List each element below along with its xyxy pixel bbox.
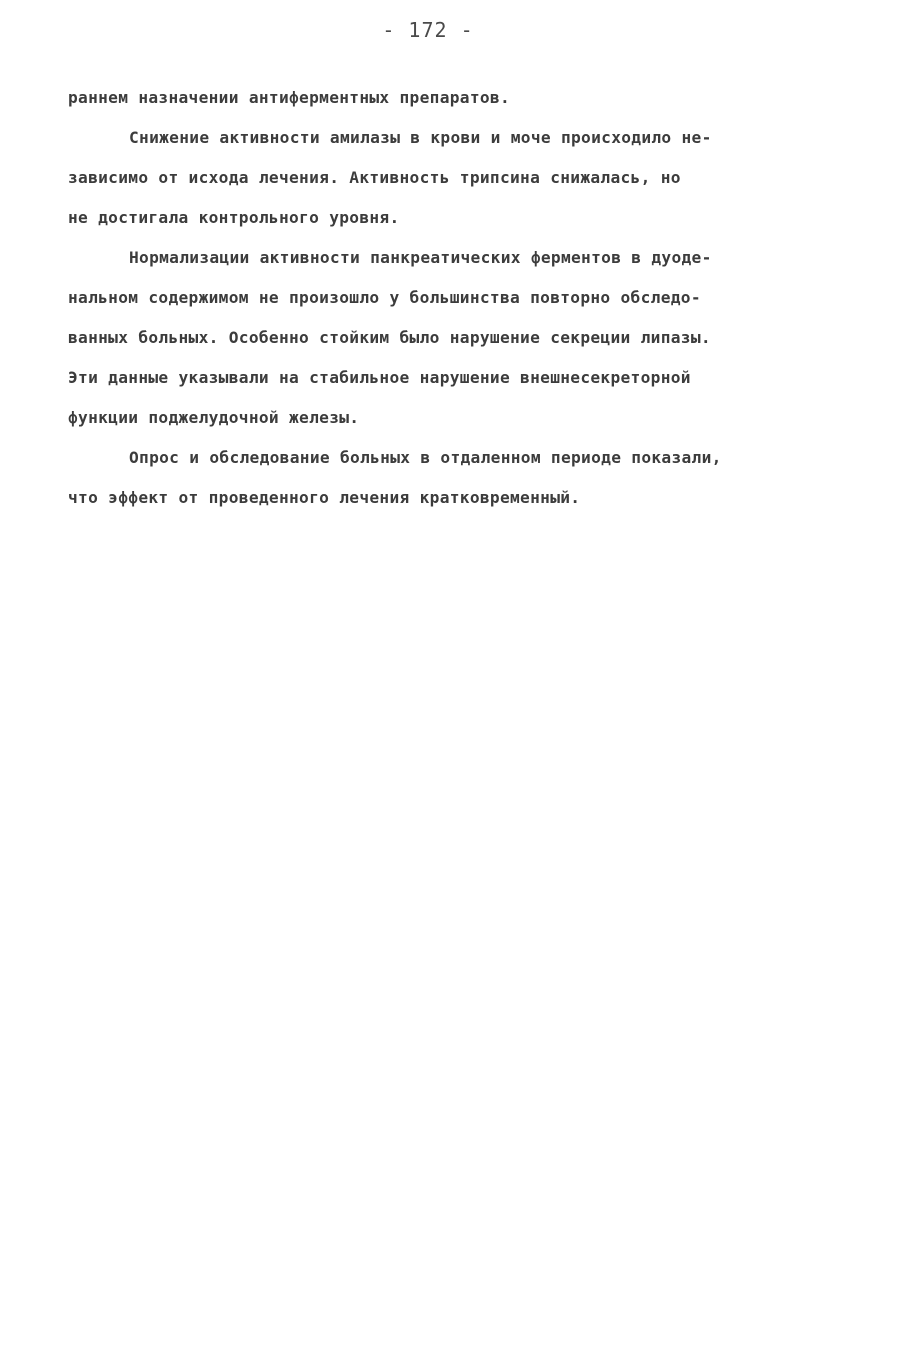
paragraph-start-line: Опрос и обследование больных в отдаленном периоде показали, — [129, 448, 722, 467]
body-text — [68, 78, 858, 518]
text-line: Эти данные указывали на стабильное нарушение внешнесекреторной — [68, 368, 691, 387]
text-line: что эффект от проведенного лечения кратковременный. — [68, 488, 581, 507]
text-line: ванных больных. Особенно стойким было нарушение секреции липазы. — [68, 328, 711, 347]
text-line: нальном содержимом не произошло у большинства повторно обследо- — [68, 288, 701, 307]
paragraph-start-line: Нормализации активности панкреатических ферментов в дуоде- — [129, 248, 712, 267]
page-number: - 172 - — [382, 18, 474, 42]
text-line: не достигала контрольного уровня. — [68, 208, 400, 227]
text-line: функции поджелудочной железы. — [68, 408, 360, 427]
paragraph-start-line: Снижение активности амилазы в крови и моче происходило не- — [129, 128, 712, 147]
text-line: зависимо от исхода лечения. Активность трипсина снижалась, но — [68, 168, 681, 187]
text-line: раннем назначении антиферментных препаратов. — [68, 88, 511, 107]
